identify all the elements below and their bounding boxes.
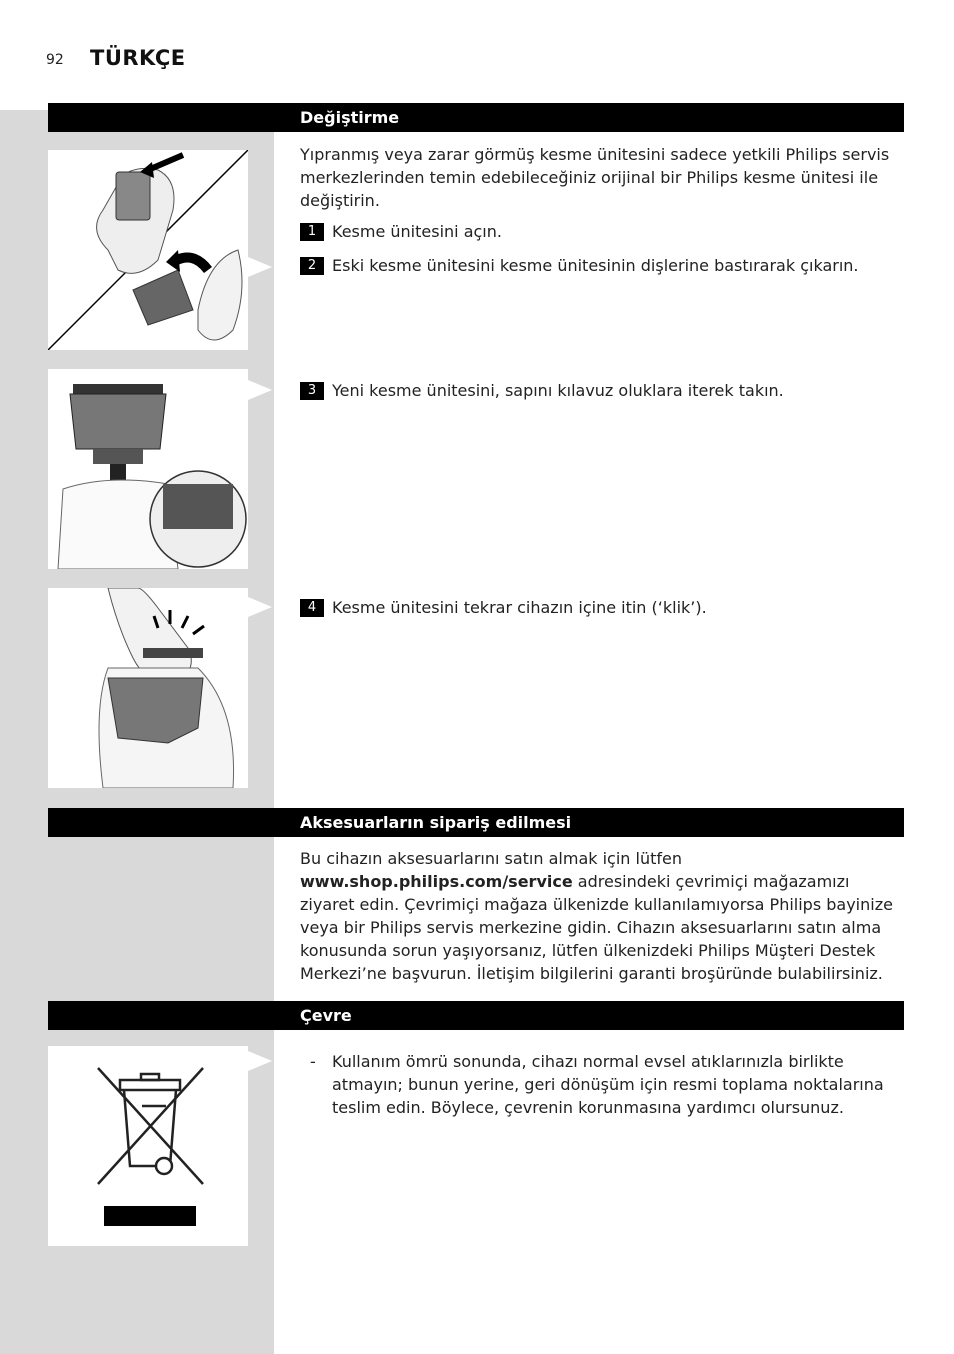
- section-header-replacement: [48, 103, 904, 132]
- step-number: 4: [300, 599, 324, 617]
- illustration-click-cutter: [48, 588, 248, 788]
- accessories-text: [300, 847, 900, 985]
- bullet-text: Kullanım ömrü sonunda, cihazı normal evsel atıklarınızla birlikte atmayın; bunun yerine, geri dönüşüm için resmi toplama noktalarına teslim edin. Böylece, çevrenin korunmasına yardımcı olursunuz.: [332, 1052, 884, 1117]
- pointer-arrow: [248, 1051, 272, 1071]
- illustration-remove-cutter: [48, 150, 248, 350]
- bullet-dash: -: [310, 1052, 316, 1071]
- step-number: 3: [300, 382, 324, 400]
- environment-bullet: [300, 1050, 904, 1119]
- section-header-environment: [48, 1001, 904, 1030]
- pointer-arrow: [248, 597, 272, 617]
- section-header-accessories: [48, 808, 904, 837]
- section-title: Aksesuarların sipariş edilmesi: [300, 813, 572, 832]
- illustration-insert-cutter: [48, 369, 248, 569]
- step-4: [300, 598, 707, 618]
- shop-link[interactable]: www.shop.philips.com/service: [300, 872, 573, 891]
- accessories-text-before: Bu cihazın aksesuarlarını satın almak için lütfen: [300, 849, 682, 868]
- step-number: 2: [300, 257, 324, 275]
- step-number: 1: [300, 223, 324, 241]
- crossed-out-bin-icon: [48, 1046, 248, 1246]
- accessories-text-after: adresindeki çevrimiçi mağazamızı ziyaret edin. Çevrimiçi mağaza ülkenizde kullanılamıyorsa Philips bayinize veya bir Philips servis merkezine gidin. Cihazın aksesuarlarını satın alma konusunda sorun yaşıyorsanız, lütfen ülkenizdeki Philips Müşteri Destek Merkezi’ne başvurun. İletişim bilgilerini garanti broşüründe bulabilirsiniz.: [300, 872, 893, 983]
- step-3: [300, 381, 784, 401]
- section-title: Değiştirme: [300, 108, 400, 127]
- step-text: Kesme ünitesini tekrar cihazın içine itin (‘klik’).: [332, 598, 707, 617]
- step-2: [300, 256, 859, 276]
- step-text: Yeni kesme ünitesini, sapını kılavuz oluklara iterek takın.: [332, 381, 784, 400]
- language-heading: TÜRKÇE: [90, 46, 186, 70]
- step-text: Kesme ünitesini açın.: [332, 222, 502, 241]
- pointer-arrow: [248, 257, 272, 277]
- section-title: Çevre: [300, 1006, 352, 1025]
- replacement-intro: Yıpranmış veya zarar görmüş kesme ünitesini sadece yetkili Philips servis merkezlerinden temin edebileceğiniz orijinal bir Philips kesme ünitesi ile değiştirin.: [300, 145, 890, 210]
- pointer-arrow: [248, 380, 272, 400]
- page-number: 92: [46, 52, 64, 68]
- step-text: Eski kesme ünitesini kesme ünitesinin dişlerine bastırarak çıkarın.: [332, 256, 859, 275]
- step-1: [300, 222, 502, 242]
